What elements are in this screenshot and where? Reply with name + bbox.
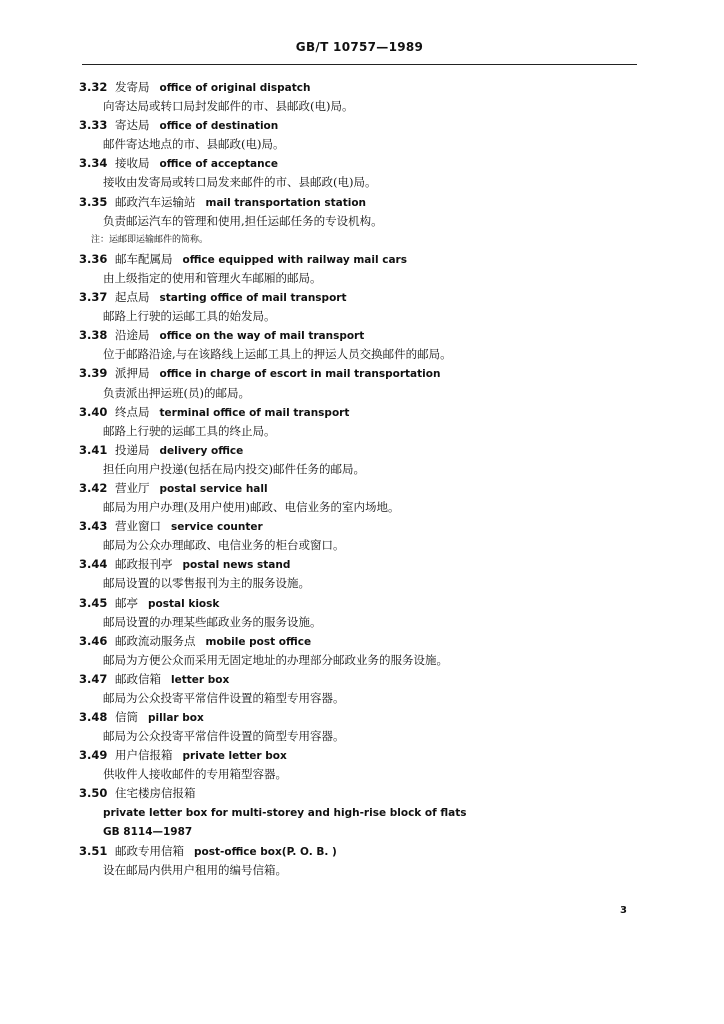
term-chinese: 用户信报箱 <box>115 748 173 763</box>
term-definition: 负责派出押运班(员)的邮局。 <box>103 385 250 400</box>
term-definition: 邮局为公众投寄平常信件设置的筒型专用容器。 <box>103 729 345 744</box>
term-list <box>79 78 639 880</box>
term-chinese: 邮政信箱 <box>115 671 161 686</box>
term-english: mail transportation station <box>205 196 367 209</box>
term-english: postal service hall <box>159 482 268 495</box>
term-english: office of destination <box>159 120 279 133</box>
term-english: office of acceptance <box>159 158 278 171</box>
term-chinese: 发寄局 <box>115 80 150 94</box>
term-number: 3.51 <box>79 843 108 858</box>
term-english: delivery office <box>159 444 244 457</box>
term-chinese: 终点局 <box>115 404 150 419</box>
term-definition: 设在邮局内供用户租用的编号信箱。 <box>103 862 287 877</box>
term-heading <box>79 441 639 460</box>
term-heading <box>79 670 639 689</box>
term-chinese: 寄达局 <box>115 118 150 133</box>
term-heading <box>79 326 639 345</box>
term-chinese: 起点局 <box>115 290 150 305</box>
term-english: service counter <box>171 521 263 534</box>
term-english: office on the way of mail transport <box>159 330 365 343</box>
term-definition: 邮件寄达地点的市、县邮政(电)局。 <box>103 137 285 152</box>
term-definition: 位于邮路沿途,与在该路线上运邮工具上的押运人员交换邮件的邮局。 <box>103 347 452 362</box>
term-heading <box>79 594 639 613</box>
term-number: 3.37 <box>79 290 108 305</box>
term-definition: 向寄达局或转口局封发邮件的市、县邮政(电)局。 <box>103 99 354 114</box>
term-english: postal news stand <box>182 559 291 572</box>
term-heading <box>79 154 639 173</box>
term-chinese: 邮车配属局 <box>115 251 173 266</box>
term-heading <box>79 288 639 307</box>
term-chinese: 邮政报刊亭 <box>115 557 173 572</box>
term-heading <box>79 479 639 498</box>
term-chinese: 派押局 <box>115 366 150 381</box>
term-english: office equipped with railway mail cars <box>182 253 407 266</box>
term-heading <box>79 193 639 212</box>
term-heading <box>79 78 639 97</box>
term-english: pillar box <box>148 712 204 725</box>
term-heading <box>79 784 639 803</box>
term-definition: 邮局为公众投寄平常信件设置的箱型专用容器。 <box>103 691 345 705</box>
term-definition: 邮路上行驶的运邮工具的终止局。 <box>103 423 276 438</box>
term-english: private letter box for multi-storey and high-rise block of flats <box>103 806 467 819</box>
term-definition: 接收由发寄局或转口局发来邮件的市、县邮政(电)局。 <box>103 175 377 190</box>
term-english: starting office of mail transport <box>159 292 347 305</box>
term-english: mobile post office <box>205 635 312 648</box>
term-number: 3.38 <box>79 328 108 343</box>
term-english: terminal office of mail transport <box>159 406 350 419</box>
term-heading <box>79 842 639 861</box>
term-english: post-office box(P. O. B. ) <box>194 845 337 858</box>
term-definition: 负责邮运汽车的管理和使用,担任运邮任务的专设机构。 <box>103 213 383 228</box>
term-definition: 邮路上行驶的运邮工具的始发局。 <box>103 309 276 324</box>
term-heading <box>79 364 639 383</box>
term-english: office in charge of escort in mail transportation <box>159 368 441 381</box>
term-heading <box>79 708 639 727</box>
term-heading <box>79 403 639 422</box>
term-number: 3.45 <box>79 595 108 610</box>
term-definition: 邮局为公众办理邮政、电信业务的柜台或窗口。 <box>103 538 345 553</box>
term-number: 3.47 <box>79 671 108 686</box>
term-heading <box>79 517 639 536</box>
term-number: 3.36 <box>79 251 108 266</box>
term-heading <box>79 250 639 269</box>
term-definition: 邮局设置的办理某些邮政业务的服务设施。 <box>103 614 322 629</box>
term-english: office of original dispatch <box>159 82 311 94</box>
term-english: private letter box <box>182 750 287 763</box>
term-number: 3.46 <box>79 633 108 648</box>
term-chinese: 接收局 <box>115 156 150 171</box>
document-header: GB/T 10757—1989 <box>295 40 424 54</box>
term-english: letter box <box>171 673 230 686</box>
term-number: 3.44 <box>79 557 108 572</box>
term-definition: 由上级指定的使用和管理火车邮厢的邮局。 <box>103 270 322 285</box>
term-chinese: 邮政专用信箱 <box>115 843 184 858</box>
standard-reference: GB 8114—1987 <box>103 825 193 838</box>
term-chinese: 邮亭 <box>115 595 138 610</box>
term-heading <box>79 632 639 651</box>
term-chinese: 沿途局 <box>115 328 150 343</box>
term-number: 3.39 <box>79 366 108 381</box>
term-heading <box>79 746 639 765</box>
term-chinese: 投递局 <box>115 442 150 457</box>
term-definition: 供收件人接收邮件的专用箱型容器。 <box>103 767 287 782</box>
term-definition: 邮局为用户办理(及用户使用)邮政、电信业务的室内场地。 <box>103 500 400 515</box>
term-number: 3.32 <box>79 80 108 94</box>
term-chinese: 营业厅 <box>115 480 150 495</box>
term-chinese: 邮政流动服务点 <box>115 633 196 648</box>
term-chinese: 信筒 <box>115 710 138 725</box>
term-definition: 邮局设置的以零售报刊为主的服务设施。 <box>103 576 310 591</box>
term-number: 3.41 <box>79 442 108 457</box>
header-rule <box>82 64 637 65</box>
term-heading <box>79 555 639 574</box>
term-number: 3.48 <box>79 710 108 725</box>
term-number: 3.43 <box>79 519 108 534</box>
term-chinese: 住宅楼房信报箱 <box>115 786 196 801</box>
page-number: 3 <box>620 905 627 916</box>
term-number: 3.34 <box>79 156 108 171</box>
term-definition: 担任向用户投递(包括在局内投交)邮件任务的邮局。 <box>103 461 365 476</box>
term-note: 注：运邮即运输邮件的简称。 <box>91 234 209 245</box>
term-chinese: 邮政汽车运输站 <box>115 194 196 209</box>
term-number: 3.50 <box>79 786 108 801</box>
term-number: 3.40 <box>79 404 108 419</box>
term-chinese: 营业窗口 <box>115 519 161 534</box>
term-number: 3.42 <box>79 480 108 495</box>
term-number: 3.33 <box>79 118 108 133</box>
term-heading <box>79 116 639 135</box>
term-number: 3.35 <box>79 194 108 209</box>
term-number: 3.49 <box>79 748 108 763</box>
term-definition: 邮局为方便公众而采用无固定地址的办理部分邮政业务的服务设施。 <box>103 652 448 667</box>
term-english: postal kiosk <box>148 597 220 610</box>
